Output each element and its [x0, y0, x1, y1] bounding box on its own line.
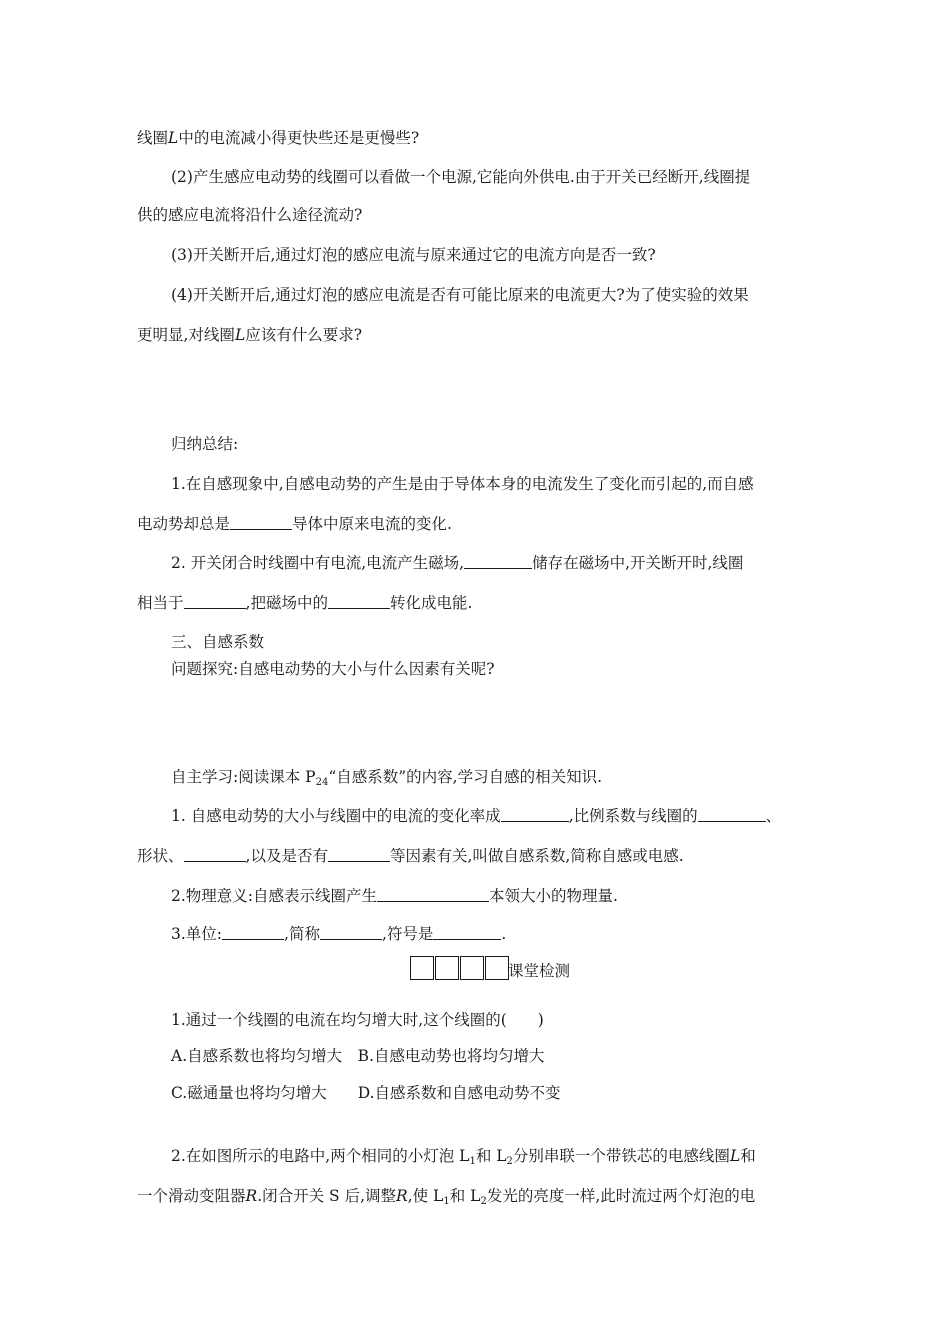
- fill-blank[interactable]: [328, 847, 390, 862]
- question: 1.通过一个线圈的电流在均匀增大时,这个线圈的( ): [171, 1011, 544, 1029]
- text: 和 L: [449, 1187, 481, 1205]
- text-line: 问题探究:自感电动势的大小与什么因素有关呢?: [171, 660, 495, 678]
- text-line: [137, 593, 472, 613]
- text: 导体中原来电流的变化.: [292, 515, 452, 533]
- fill-blank[interactable]: [464, 554, 532, 569]
- text-line: [137, 128, 419, 148]
- text: 线圈: [137, 129, 169, 147]
- text: 分别串联一个带铁芯的电感线圈: [512, 1147, 730, 1165]
- marker-box: [460, 956, 484, 980]
- symbol-R: R: [245, 1187, 258, 1205]
- marker-box: [485, 956, 509, 980]
- text: “自感系数”的内容,学习自感的相关知识.: [328, 768, 603, 786]
- text: 1. 自感电动势的大小与线圈中的电流的变化率成: [171, 807, 501, 825]
- text: .闭合开关 S 后,调整: [257, 1187, 397, 1205]
- text: .: [501, 925, 507, 943]
- section-heading: 三、自感系数: [171, 633, 265, 651]
- text: 储存在磁场中,开关断开时,线圈: [532, 554, 744, 572]
- symbol-R: R: [396, 1187, 408, 1205]
- subscript: 2: [480, 1196, 487, 1207]
- text: 和: [740, 1147, 756, 1165]
- question: [171, 1146, 756, 1172]
- text: ,简称: [284, 925, 320, 943]
- text: 转化成电能.: [389, 594, 473, 612]
- text-line: [171, 767, 602, 793]
- text-line: [137, 514, 452, 534]
- text-line: (2)产生感应电动势的线圈可以看做一个电源,它能向外供电.由于开关已经断开,线圈提: [171, 168, 751, 186]
- marker-box: [410, 956, 434, 980]
- fill-blank[interactable]: [698, 807, 766, 822]
- text: 等因素有关,叫做自感系数,简称自感或电感.: [389, 847, 684, 865]
- section-marker-boxes: [410, 956, 510, 980]
- fill-blank[interactable]: [184, 594, 246, 609]
- text: ,比例系数与线圈的: [568, 807, 698, 825]
- fill-blank[interactable]: [320, 925, 382, 940]
- fill-blank[interactable]: [501, 807, 569, 822]
- text-line: [137, 325, 362, 345]
- fill-blank[interactable]: [184, 847, 246, 862]
- text: ,以及是否有: [245, 847, 328, 865]
- text: 和 L: [475, 1147, 507, 1165]
- text: 应该有什么要求?: [245, 326, 363, 344]
- section-title: 课堂检测: [508, 962, 571, 980]
- option-line: A.自感系数也将均匀增大 B.自感电动势也将均匀增大: [171, 1047, 545, 1065]
- text-line: (3)开关断开后,通过灯泡的感应电流与原来通过它的电流方向是否一致?: [171, 246, 656, 264]
- text: 、: [765, 807, 782, 825]
- text: ,使 L: [407, 1187, 444, 1205]
- text-line: 供的感应电流将沿什么途径流动?: [137, 206, 363, 224]
- text: 中的电流减小得更快些还是更慢些?: [178, 129, 420, 147]
- text: 本领大小的物理量.: [489, 887, 618, 905]
- text-line: [137, 846, 684, 866]
- text: 3.单位:: [171, 925, 223, 943]
- text: ,把磁场中的: [245, 594, 328, 612]
- text: 发光的亮度一样,此时流过两个灯泡的电: [486, 1187, 756, 1205]
- fill-blank[interactable]: [328, 594, 390, 609]
- text-line: (4)开关断开后,通过灯泡的感应电流是否有可能比原来的电流更大?为了使实验的效果: [171, 286, 749, 304]
- option-line: C.磁通量也将均匀增大 D.自感系数和自感电动势不变: [171, 1084, 561, 1102]
- text-line: [171, 806, 781, 826]
- text-line: [171, 553, 743, 573]
- text: 2. 开关闭合时线圈中有电流,电流产生磁场,: [171, 554, 465, 572]
- fill-blank[interactable]: [377, 887, 489, 902]
- text-line: [171, 886, 618, 906]
- text: ,符号是: [381, 925, 434, 943]
- text: 2.在如图所示的电路中,两个相同的小灯泡 L: [171, 1147, 470, 1165]
- subscript: 1: [443, 1196, 450, 1207]
- fill-blank[interactable]: [222, 925, 284, 940]
- subscript: 2: [506, 1156, 513, 1167]
- text: 电动势却总是: [137, 515, 231, 533]
- subscript: 1: [469, 1156, 476, 1167]
- text: 更明显,对线圈: [137, 326, 235, 344]
- marker-box: [435, 956, 459, 980]
- symbol-L: L: [234, 326, 246, 344]
- text: 一个滑动变阻器: [137, 1187, 246, 1205]
- text-line: [171, 924, 506, 944]
- text: 形状、: [137, 847, 184, 865]
- page-subscript: 24: [315, 777, 329, 788]
- fill-blank[interactable]: [230, 515, 292, 530]
- fill-blank[interactable]: [433, 925, 501, 940]
- text: 自主学习:阅读课本 P: [171, 768, 316, 786]
- text: 2.物理意义:自感表示线圈产生: [171, 887, 378, 905]
- symbol-L: L: [729, 1147, 741, 1165]
- text-line: [137, 1186, 755, 1212]
- text-line: 1.在自感现象中,自感电动势的产生是由于导体本身的电流发生了变化而引起的,而自感: [171, 475, 754, 493]
- text: 相当于: [137, 594, 184, 612]
- symbol-L: L: [168, 129, 179, 147]
- heading-summary: 归纳总结:: [171, 435, 239, 453]
